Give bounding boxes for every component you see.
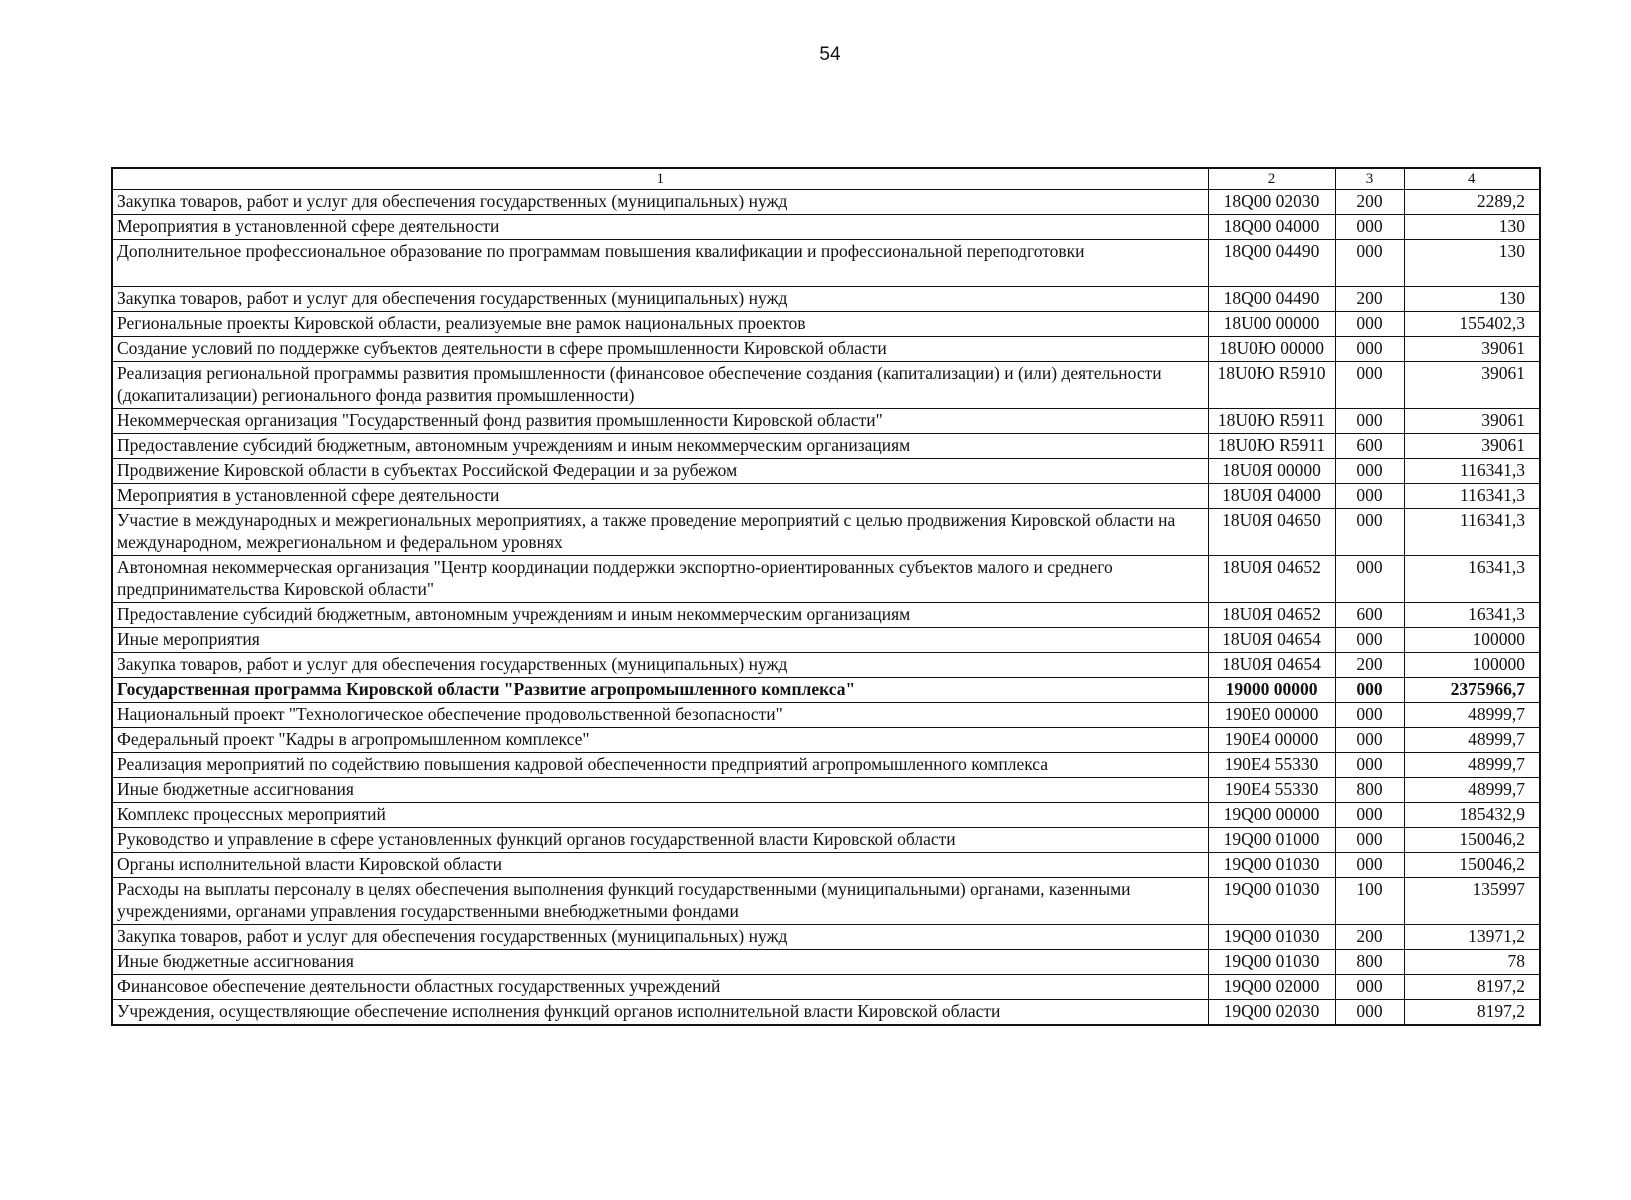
row-type-cell: 000 — [1335, 728, 1404, 753]
row-type-cell: 600 — [1335, 434, 1404, 459]
row-name-cell: Предоставление субсидий бюджетным, автономным учреждениям и иным некоммерческим организациям — [112, 434, 1208, 459]
row-name-cell: Предоставление субсидий бюджетным, автономным учреждениям и иным некоммерческим организациям — [112, 603, 1208, 628]
row-type-cell: 000 — [1335, 703, 1404, 728]
row-type-cell: 000 — [1335, 828, 1404, 853]
row-code-cell: 18U0Я 04650 — [1208, 509, 1335, 556]
row-type-cell: 000 — [1335, 975, 1404, 1000]
row-type-cell: 000 — [1335, 1000, 1404, 1026]
row-type-cell: 200 — [1335, 190, 1404, 215]
row-sum-cell: 185432,9 — [1404, 803, 1540, 828]
row-code-cell: 19Q00 01000 — [1208, 828, 1335, 853]
row-type-cell: 000 — [1335, 362, 1404, 409]
row-name-cell: Реализация региональной программы развития промышленности (финансовое обеспечение создания (капитализации) и (или) деятельности (докапитализации) регионального фонда развития промышленности) — [112, 362, 1208, 409]
row-name-cell: Реализация мероприятий по содействию повышения кадровой обеспеченности предприятий агропромышленного комплекса — [112, 753, 1208, 778]
row-type-cell: 000 — [1335, 853, 1404, 878]
row-sum-cell: 48999,7 — [1404, 728, 1540, 753]
row-type-cell: 600 — [1335, 603, 1404, 628]
row-type-cell: 000 — [1335, 312, 1404, 337]
table-body — [112, 190, 1540, 1026]
row-type-cell: 000 — [1335, 556, 1404, 603]
table-row — [112, 459, 1540, 484]
row-type-cell: 000 — [1335, 484, 1404, 509]
row-sum-cell: 39061 — [1404, 409, 1540, 434]
row-sum-cell: 39061 — [1404, 434, 1540, 459]
row-code-cell: 19Q00 01030 — [1208, 878, 1335, 925]
row-code-cell: 190E0 00000 — [1208, 703, 1335, 728]
header-col-1: 1 — [112, 168, 1208, 190]
row-sum-cell: 2375966,7 — [1404, 678, 1540, 703]
row-name-cell: Мероприятия в установленной сфере деятельности — [112, 484, 1208, 509]
row-code-cell: 18U00 00000 — [1208, 312, 1335, 337]
row-sum-cell: 130 — [1404, 240, 1540, 287]
table-row — [112, 728, 1540, 753]
row-code-cell: 19Q00 02030 — [1208, 1000, 1335, 1026]
table-row — [112, 190, 1540, 215]
row-sum-cell: 8197,2 — [1404, 975, 1540, 1000]
row-sum-cell: 48999,7 — [1404, 778, 1540, 803]
row-code-cell: 19Q00 01030 — [1208, 950, 1335, 975]
table-row — [112, 337, 1540, 362]
row-type-cell: 800 — [1335, 778, 1404, 803]
row-name-cell: Продвижение Кировской области в субъектах Российской Федерации и за рубежом — [112, 459, 1208, 484]
row-code-cell: 190E4 55330 — [1208, 778, 1335, 803]
row-name-cell: Органы исполнительной власти Кировской области — [112, 853, 1208, 878]
table-row — [112, 753, 1540, 778]
table-row — [112, 653, 1540, 678]
row-type-cell: 000 — [1335, 628, 1404, 653]
row-sum-cell: 130 — [1404, 215, 1540, 240]
row-name-cell: Финансовое обеспечение деятельности областных государственных учреждений — [112, 975, 1208, 1000]
row-name-cell: Дополнительное профессиональное образование по программам повышения квалификации и профессиональной переподготовки — [112, 240, 1208, 287]
row-code-cell: 18U0Я 04652 — [1208, 603, 1335, 628]
row-sum-cell: 116341,3 — [1404, 459, 1540, 484]
row-name-cell: Учреждения, осуществляющие обеспечение исполнения функций органов исполнительной власти Кировской области — [112, 1000, 1208, 1026]
table-row — [112, 628, 1540, 653]
page-number: 54 — [819, 44, 841, 65]
row-code-cell: 18Q00 04490 — [1208, 240, 1335, 287]
row-code-cell: 18U0Я 04654 — [1208, 653, 1335, 678]
row-sum-cell: 39061 — [1404, 362, 1540, 409]
table-row — [112, 703, 1540, 728]
row-type-cell: 000 — [1335, 409, 1404, 434]
table-row — [112, 556, 1540, 603]
row-name-cell: Иные мероприятия — [112, 628, 1208, 653]
row-code-cell: 18U0Я 04652 — [1208, 556, 1335, 603]
row-code-cell: 190E4 00000 — [1208, 728, 1335, 753]
row-sum-cell: 13971,2 — [1404, 925, 1540, 950]
row-name-cell: Автономная некоммерческая организация "Центр координации поддержки экспортно-ориентированных субъектов малого и среднего предпринимательства Кировской области" — [112, 556, 1208, 603]
row-name-cell: Создание условий по поддержке субъектов деятельности в сфере промышленности Кировской области — [112, 337, 1208, 362]
table-row — [112, 678, 1540, 703]
row-sum-cell: 48999,7 — [1404, 703, 1540, 728]
row-type-cell: 000 — [1335, 215, 1404, 240]
row-code-cell: 18U0Я 04000 — [1208, 484, 1335, 509]
row-sum-cell: 130 — [1404, 287, 1540, 312]
table-row — [112, 603, 1540, 628]
header-row — [112, 168, 1540, 190]
table-row — [112, 509, 1540, 556]
row-code-cell: 18U0Я 00000 — [1208, 459, 1335, 484]
row-name-cell: Комплекс процессных мероприятий — [112, 803, 1208, 828]
row-sum-cell: 135997 — [1404, 878, 1540, 925]
row-name-cell: Государственная программа Кировской области "Развитие агропромышленного комплекса" — [112, 678, 1208, 703]
table-row — [112, 484, 1540, 509]
row-name-cell: Расходы на выплаты персоналу в целях обеспечения выполнения функций государственными (муниципальными) органами, казенными учреждениями, органами управления государственными внебюджетными фондами — [112, 878, 1208, 925]
row-code-cell: 18U0Ю R5910 — [1208, 362, 1335, 409]
row-code-cell: 19000 00000 — [1208, 678, 1335, 703]
budget-table — [111, 167, 1541, 1026]
table-row — [112, 240, 1540, 287]
row-name-cell: Региональные проекты Кировской области, реализуемые вне рамок национальных проектов — [112, 312, 1208, 337]
table-row — [112, 803, 1540, 828]
table-row — [112, 362, 1540, 409]
table-row — [112, 287, 1540, 312]
table-row — [112, 1000, 1540, 1026]
table-row — [112, 853, 1540, 878]
row-sum-cell: 100000 — [1404, 628, 1540, 653]
row-name-cell: Закупка товаров, работ и услуг для обеспечения государственных (муниципальных) нужд — [112, 925, 1208, 950]
row-sum-cell: 78 — [1404, 950, 1540, 975]
row-code-cell: 190E4 55330 — [1208, 753, 1335, 778]
row-type-cell: 100 — [1335, 878, 1404, 925]
row-name-cell: Федеральный проект "Кадры в агропромышленном комплексе" — [112, 728, 1208, 753]
row-sum-cell: 155402,3 — [1404, 312, 1540, 337]
row-code-cell: 19Q00 01030 — [1208, 925, 1335, 950]
row-code-cell: 18U0Ю 00000 — [1208, 337, 1335, 362]
header-col-2: 2 — [1208, 168, 1335, 190]
table-row — [112, 950, 1540, 975]
header-col-3: 3 — [1335, 168, 1404, 190]
row-code-cell: 18Q00 04490 — [1208, 287, 1335, 312]
table-row — [112, 215, 1540, 240]
row-code-cell: 18U0Я 04654 — [1208, 628, 1335, 653]
row-name-cell: Руководство и управление в сфере установленных функций органов государственной власти Кировской области — [112, 828, 1208, 853]
row-code-cell: 19Q00 02000 — [1208, 975, 1335, 1000]
table-row — [112, 409, 1540, 434]
row-type-cell: 200 — [1335, 287, 1404, 312]
row-type-cell: 000 — [1335, 753, 1404, 778]
row-code-cell: 19Q00 01030 — [1208, 853, 1335, 878]
table-row — [112, 828, 1540, 853]
row-name-cell: Национальный проект "Технологическое обеспечение продовольственной безопасности" — [112, 703, 1208, 728]
row-name-cell: Закупка товаров, работ и услуг для обеспечения государственных (муниципальных) нужд — [112, 190, 1208, 215]
row-sum-cell: 116341,3 — [1404, 509, 1540, 556]
row-name-cell: Иные бюджетные ассигнования — [112, 950, 1208, 975]
row-name-cell: Закупка товаров, работ и услуг для обеспечения государственных (муниципальных) нужд — [112, 653, 1208, 678]
row-code-cell: 18Q00 04000 — [1208, 215, 1335, 240]
row-code-cell: 18U0Ю R5911 — [1208, 409, 1335, 434]
row-sum-cell: 39061 — [1404, 337, 1540, 362]
row-type-cell: 800 — [1335, 950, 1404, 975]
row-name-cell: Закупка товаров, работ и услуг для обеспечения государственных (муниципальных) нужд — [112, 287, 1208, 312]
table-row — [112, 778, 1540, 803]
row-type-cell: 000 — [1335, 678, 1404, 703]
row-sum-cell: 100000 — [1404, 653, 1540, 678]
header-col-4: 4 — [1404, 168, 1540, 190]
row-type-cell: 200 — [1335, 925, 1404, 950]
row-type-cell: 000 — [1335, 337, 1404, 362]
table-row — [112, 312, 1540, 337]
table-row — [112, 925, 1540, 950]
row-sum-cell: 2289,2 — [1404, 190, 1540, 215]
row-sum-cell: 48999,7 — [1404, 753, 1540, 778]
row-name-cell: Мероприятия в установленной сфере деятельности — [112, 215, 1208, 240]
row-sum-cell: 8197,2 — [1404, 1000, 1540, 1026]
table-row — [112, 975, 1540, 1000]
table-row — [112, 878, 1540, 925]
row-name-cell: Иные бюджетные ассигнования — [112, 778, 1208, 803]
row-sum-cell: 16341,3 — [1404, 556, 1540, 603]
row-type-cell: 200 — [1335, 653, 1404, 678]
row-name-cell: Участие в международных и межрегиональных мероприятиях, а также проведение мероприятий с целью продвижения Кировской области на международном, межрегиональном и федеральном уровнях — [112, 509, 1208, 556]
row-code-cell: 18U0Ю R5911 — [1208, 434, 1335, 459]
row-type-cell: 000 — [1335, 509, 1404, 556]
row-code-cell: 18Q00 02030 — [1208, 190, 1335, 215]
row-sum-cell: 150046,2 — [1404, 828, 1540, 853]
row-code-cell: 19Q00 00000 — [1208, 803, 1335, 828]
row-sum-cell: 150046,2 — [1404, 853, 1540, 878]
row-type-cell: 000 — [1335, 240, 1404, 287]
row-sum-cell: 116341,3 — [1404, 484, 1540, 509]
row-sum-cell: 16341,3 — [1404, 603, 1540, 628]
row-type-cell: 000 — [1335, 803, 1404, 828]
table-row — [112, 434, 1540, 459]
row-name-cell: Некоммерческая организация "Государственный фонд развития промышленности Кировской области" — [112, 409, 1208, 434]
row-type-cell: 000 — [1335, 459, 1404, 484]
